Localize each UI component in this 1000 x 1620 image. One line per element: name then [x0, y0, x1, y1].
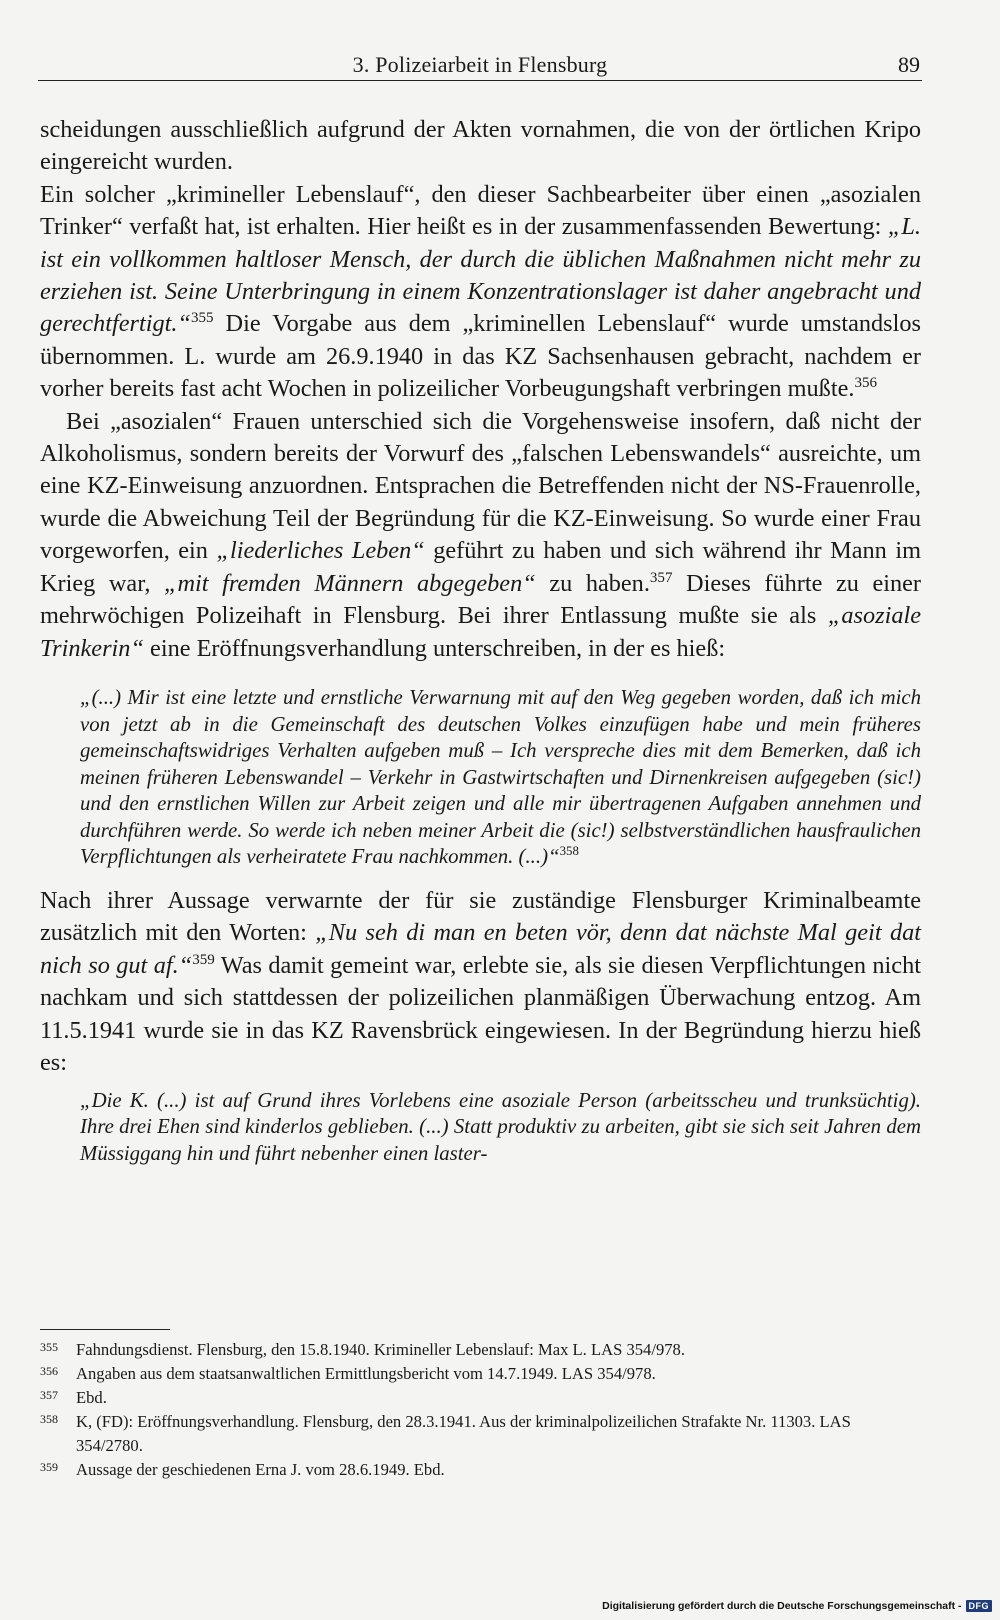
paragraph-4: Nach ihrer Aussage verwarnte der für sie zuständige Flensburger Kriminalbeamte zusätzlich mit den Worten: „Nu seh di man en beten vör, denn dat nächste Mal geit dat nich so gut af.“$^{359}$ Was damit gemeint war, erlebte sie, als sie diesen Verpflichtungen nicht nachkam und sich stattdessen der polizeilichen planmäßigen Überwachung entzog. Am 11.5.1941 wurde sie in das KZ Ravensbrück eingewiesen. In der Begründung hierzu hieß es: — [40, 887, 921, 1077]
footnote: 356 Angaben aus dem staatsanwaltlichen Ermittlungsbericht vom 14.7.1949. LAS 354/978. — [40, 1364, 656, 1383]
dfg-logo: DFG — [966, 1600, 993, 1612]
footnote: 355 Fahndungsdienst. Flensburg, den 15.8.1940. Krimineller Lebenslauf: Max L. LAS 354/978. — [40, 1340, 685, 1359]
block-quote-2: „Die K. (...) ist auf Grund ihres Vorlebens eine asoziale Person (arbeitsscheu und trunksüchtig). Ihre drei Ehen sind kinderlos geblieben. (...) Statt produktiv zu arbeiten, gibt sie sich seit Jahren dem Müssiggang hin und führt nebenher einen laster- — [80, 1088, 921, 1165]
digitization-credit: Digitalisierung gefördert durch die Deutsche Forschungsgemeinschaft - DFG — [602, 1600, 992, 1612]
footnote-divider — [40, 1329, 170, 1330]
dialect-quote: „Nu seh di man en beten vör, denn dat nächste Mal geit dat nich so gut af.“ — [40, 919, 921, 979]
paragraph-3: Bei „asozialen“ Frauen unterschied sich die Vorgehensweise insofern, daß nicht der Alkoholismus, sondern bereits der Vorwurf des „falschen Lebenswandels“ ausreichte, um eine KZ-Einweisung anzuordnen. Entsprachen die Betreffenden nicht der NS-Frauenrolle, wurde die Abweichung Teil der Begründung für die KZ-Einweisung. So wurde einer Frau vorgeworfen, ein „liederliches Leben“ geführt zu haben und sich während ihr Mann im Krieg war, „mit fremden Männern abgegeben“ zu haben.$^{357}$ Dieses führte zu einer mehrwöchigen Polizeihaft in Flensburg. Bei ihrer Entlassung mußte sie als „asoziale Trinkerin“ eine Eröffnungsverhandlung unterschreiben, in der es hieß: — [40, 407, 922, 662]
footnote-ref-359: 359 — [192, 951, 215, 968]
quoted-assessment: „L. ist ein vollkommen haltloser Mensch, der durch die üblichen Maßnahmen nicht mehr zu erziehen ist. Seine Unterbringung in einem Konzentrationslager ist daher angebracht und gerechtfertigt.“ — [40, 213, 921, 338]
page-number: 89 — [898, 52, 920, 77]
footnote-ref-357: 357 — [649, 569, 673, 586]
footnote-ref-358: 358 — [559, 844, 579, 859]
running-header — [38, 52, 922, 81]
block-quote-1: „(...) Mir ist eine letzte und ernstliche Verwarnung mit auf den Weg gegeben worden, daß ich mich von jetzt ab in die Gemeinschaft des deutschen Volkes einzufügen habe und mein früheres gemeinschaftswidriges Verhalten aufgeben muß – Ich verspreche dies mit dem Bemerken, daß ich meinen früheren Lebenswandel – Verkehr in Gastwirtschaften und Dirnenkreisen aufgegeben (sic!) und den ernstlichen Willen zur Arbeit zeigen und alle mir übertragenen Aufgaben annehmen und durchführen werde. So werde ich neben meiner Arbeit die (sic!) selbstverständlichen hausfraulichen Verpflichtungen als verheiratete Frau nachkommen. (...)“$^{358}$ — [80, 685, 921, 869]
footnote: 359 Aussage der geschiedenen Erna J. vom 28.6.1949. Ebd. — [40, 1460, 445, 1479]
paragraph-2: Ein solcher „krimineller Lebenslauf“, den dieser Sachbearbeiter über einen „asozialen Trinker“ verfaßt hat, ist erhalten. Hier heißt es in der zusammenfassenden Bewertung: „L. ist ein vollkommen haltloser Mensch, der durch die üblichen Maßnahmen nicht mehr zu erziehen ist. Seine Unterbringung in einem Konzentrationslager ist daher angebracht und gerechtfertigt.“$^{355}$ Die Vorgabe aus dem „kriminellen Lebenslauf“ wurde umstandslos übernommen. L. wurde am 26.9.1940 in das KZ Sachsenhausen gebracht, nachdem er vorher bereits fast acht Wochen in polizeilicher Vorbeugungshaft verbringen mußte.$^{356}$ — [40, 180, 921, 403]
footnote-ref-355: 355 — [190, 310, 214, 327]
footnote: 358 K, (FD): Eröffnungsverhandlung. Flensburg, den 28.3.1941. Aus der kriminalpolizeilichen Strafakte Nr. 11303. LAS 354/2780. — [40, 1412, 851, 1455]
body-text — [40, 114, 921, 1167]
paragraph-1: scheidungen ausschließlich aufgrund der Akten vornahmen, die von der örtlichen Kripo eingereicht wurden. — [40, 116, 921, 176]
running-title: 3. Polizeiarbeit in Flensburg — [352, 52, 608, 77]
footnote-ref-356: 356 — [854, 375, 878, 392]
footnote: 357 Ebd. — [40, 1388, 107, 1407]
footnotes — [40, 1338, 921, 1482]
